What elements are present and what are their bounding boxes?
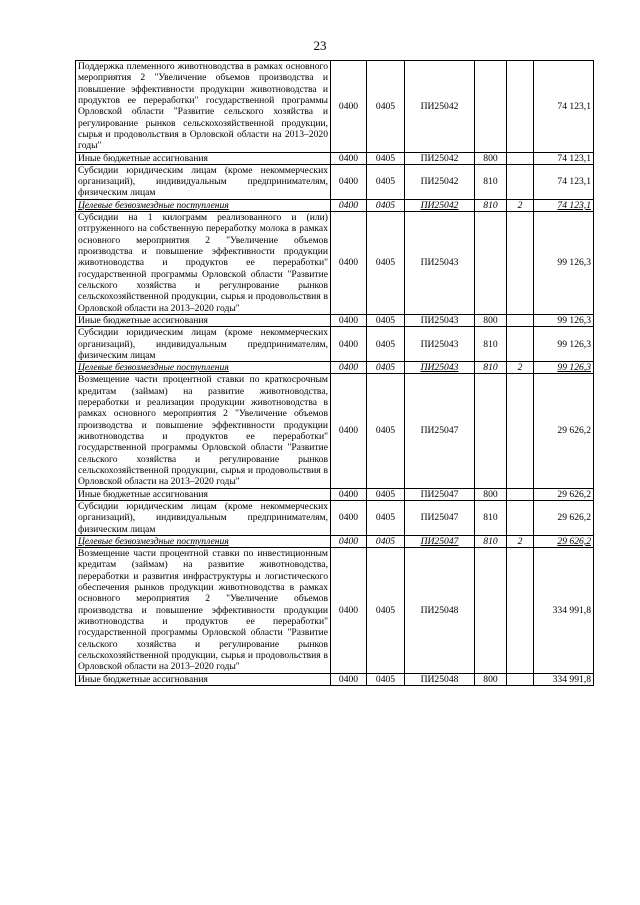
row-name: Иные бюджетные ассигнования: [76, 152, 331, 164]
target-article-code: ПИ25047: [405, 374, 475, 488]
section-code: 0400: [331, 314, 367, 326]
subsection-code: 0405: [367, 164, 405, 199]
expense-type-code: 800: [475, 314, 507, 326]
section-code: 0400: [331, 152, 367, 164]
subsection-code: 0405: [367, 61, 405, 153]
source-code: [507, 314, 534, 326]
expense-type-code: [475, 548, 507, 673]
table-row: [76, 500, 594, 535]
source-code: [507, 673, 534, 685]
target-article-code: ПИ25042: [405, 164, 475, 199]
target-article-code: ПИ25043: [405, 327, 475, 362]
row-name: Иные бюджетные ассигнования: [76, 314, 331, 326]
section-code: 0400: [331, 327, 367, 362]
table-row: [76, 548, 594, 673]
amount: 99 126,3: [534, 212, 594, 315]
subsection-code: 0405: [367, 548, 405, 673]
subsection-code: 0405: [367, 314, 405, 326]
amount: 74 123,1: [534, 61, 594, 153]
source-code: [507, 164, 534, 199]
row-name: Субсидии юридическим лицам (кроме некоммерческих организаций), индивидуальным предпринимателям, физическим лицам: [76, 327, 331, 362]
amount: 29 626,2: [534, 374, 594, 488]
amount: 29 626,2: [534, 500, 594, 535]
expense-type-code: 810: [475, 327, 507, 362]
expense-type-code: 810: [475, 164, 507, 199]
row-name: Иные бюджетные ассигнования: [76, 673, 331, 685]
subsection-code: 0405: [367, 488, 405, 500]
subsection-code: 0405: [367, 500, 405, 535]
table-row: [76, 164, 594, 199]
table-row: [76, 152, 594, 164]
table-row: [76, 314, 594, 326]
amount: 99 126,3: [534, 362, 594, 374]
expense-type-code: 810: [475, 199, 507, 211]
source-code: 2: [507, 362, 534, 374]
subsection-code: 0405: [367, 362, 405, 374]
table-row: [76, 362, 594, 374]
target-article-code: ПИ25042: [405, 61, 475, 153]
section-code: 0400: [331, 374, 367, 488]
source-code: [507, 548, 534, 673]
section-code: 0400: [331, 362, 367, 374]
table-row: [76, 374, 594, 488]
row-name: Иные бюджетные ассигнования: [76, 488, 331, 500]
table-row: [76, 488, 594, 500]
amount: 74 123,1: [534, 152, 594, 164]
row-name: Целевые безвозмездные поступления: [76, 362, 331, 374]
row-name: Субсидии юридическим лицам (кроме некоммерческих организаций), индивидуальным предпринимателям, физическим лицам: [76, 500, 331, 535]
subsection-code: 0405: [367, 212, 405, 315]
expense-type-code: 810: [475, 362, 507, 374]
target-article-code: ПИ25047: [405, 488, 475, 500]
expense-type-code: 810: [475, 500, 507, 535]
subsection-code: 0405: [367, 535, 405, 547]
target-article-code: ПИ25042: [405, 152, 475, 164]
row-name: Возмещение части процентной ставки по инвестиционным кредитам (займам) на развитие животноводства, переработки и развития инфраструктуры и логистического обеспечения рынков продукции животноводства в рамках основного мероприятия 2 "Увеличение объемов производства и повышение эффективности продукции животноводства и продуктов ее переработки" государственной программы Орловской области "Развитие сельского хозяйства и регулирование рынков сельскохозяйственной продукции, сырья и продовольствия в Орловской области на 2013–2020 годы": [76, 548, 331, 673]
target-article-code: ПИ25047: [405, 500, 475, 535]
amount: 74 123,1: [534, 164, 594, 199]
source-code: [507, 152, 534, 164]
table-row: [76, 673, 594, 685]
expense-type-code: 800: [475, 488, 507, 500]
amount: 99 126,3: [534, 327, 594, 362]
section-code: 0400: [331, 535, 367, 547]
row-name: Субсидии юридическим лицам (кроме некоммерческих организаций), индивидуальным предпринимателям, физическим лицам: [76, 164, 331, 199]
source-code: [507, 374, 534, 488]
expense-type-code: 810: [475, 535, 507, 547]
target-article-code: ПИ25048: [405, 673, 475, 685]
row-name: Возмещение части процентной ставки по краткосрочным кредитам (займам) на развитие животноводства, переработки и реализации продукции животноводства в рамках основного мероприятия 2 "Увеличение объемов производства и повышение эффективности продукции животноводства и продуктов ее переработки" государственной программы Орловской области "Развитие сельского хозяйства и регулирование рынков сельскохозяйственной продукции, сырья и продовольствия в Орловской области на 2013–2020 годы": [76, 374, 331, 488]
target-article-code: ПИ25042: [405, 199, 475, 211]
budget-table: [75, 60, 594, 686]
row-name: Субсидии на 1 килограмм реализованного и (или) отгруженного на собственную переработку молока в рамках основного мероприятия 2 "Увеличение объемов производства и повышение эффективности продукции животноводства и продуктов ее переработки" государственной программы Орловской области "Развитие сельского хозяйства и регулирование рынков сельскохозяйственной продукции, сырья и продовольствия в Орловской области на 2013–2020 годы": [76, 212, 331, 315]
page-number: 23: [313, 38, 327, 53]
section-code: 0400: [331, 199, 367, 211]
section-code: 0400: [331, 500, 367, 535]
source-code: 2: [507, 535, 534, 547]
source-code: [507, 500, 534, 535]
amount: 74 123,1: [534, 199, 594, 211]
expense-type-code: 800: [475, 152, 507, 164]
expense-type-code: 800: [475, 673, 507, 685]
amount: 334 991,8: [534, 673, 594, 685]
target-article-code: ПИ25043: [405, 212, 475, 315]
table-row: [76, 327, 594, 362]
source-code: [507, 61, 534, 153]
section-code: 0400: [331, 673, 367, 685]
expense-type-code: [475, 61, 507, 153]
source-code: [507, 212, 534, 315]
table-row: [76, 535, 594, 547]
target-article-code: ПИ25048: [405, 548, 475, 673]
target-article-code: ПИ25043: [405, 314, 475, 326]
source-code: 2: [507, 199, 534, 211]
source-code: [507, 488, 534, 500]
subsection-code: 0405: [367, 152, 405, 164]
section-code: 0400: [331, 164, 367, 199]
row-name: Поддержка племенного животноводства в рамках основного мероприятия 2 "Увеличение объемов производства и повышение эффективности продукции животноводства и продуктов ее переработки" государственной программы Орловской области "Развитие сельского хозяйства и регулирование рынков сельскохозяйственной продукции, сырья и продовольствия в Орловской области на 2013–2020 годы": [76, 61, 331, 153]
amount: 334 991,8: [534, 548, 594, 673]
table-row: [76, 199, 594, 211]
section-code: 0400: [331, 61, 367, 153]
source-code: [507, 327, 534, 362]
row-name: Целевые безвозмездные поступления: [76, 535, 331, 547]
table-row: [76, 61, 594, 153]
target-article-code: ПИ25047: [405, 535, 475, 547]
amount: 29 626,2: [534, 535, 594, 547]
subsection-code: 0405: [367, 673, 405, 685]
section-code: 0400: [331, 212, 367, 315]
section-code: 0400: [331, 488, 367, 500]
amount: 29 626,2: [534, 488, 594, 500]
subsection-code: 0405: [367, 327, 405, 362]
subsection-code: 0405: [367, 374, 405, 488]
expense-type-code: [475, 374, 507, 488]
table-row: [76, 212, 594, 315]
section-code: 0400: [331, 548, 367, 673]
row-name: Целевые безвозмездные поступления: [76, 199, 331, 211]
expense-type-code: [475, 212, 507, 315]
target-article-code: ПИ25043: [405, 362, 475, 374]
amount: 99 126,3: [534, 314, 594, 326]
subsection-code: 0405: [367, 199, 405, 211]
